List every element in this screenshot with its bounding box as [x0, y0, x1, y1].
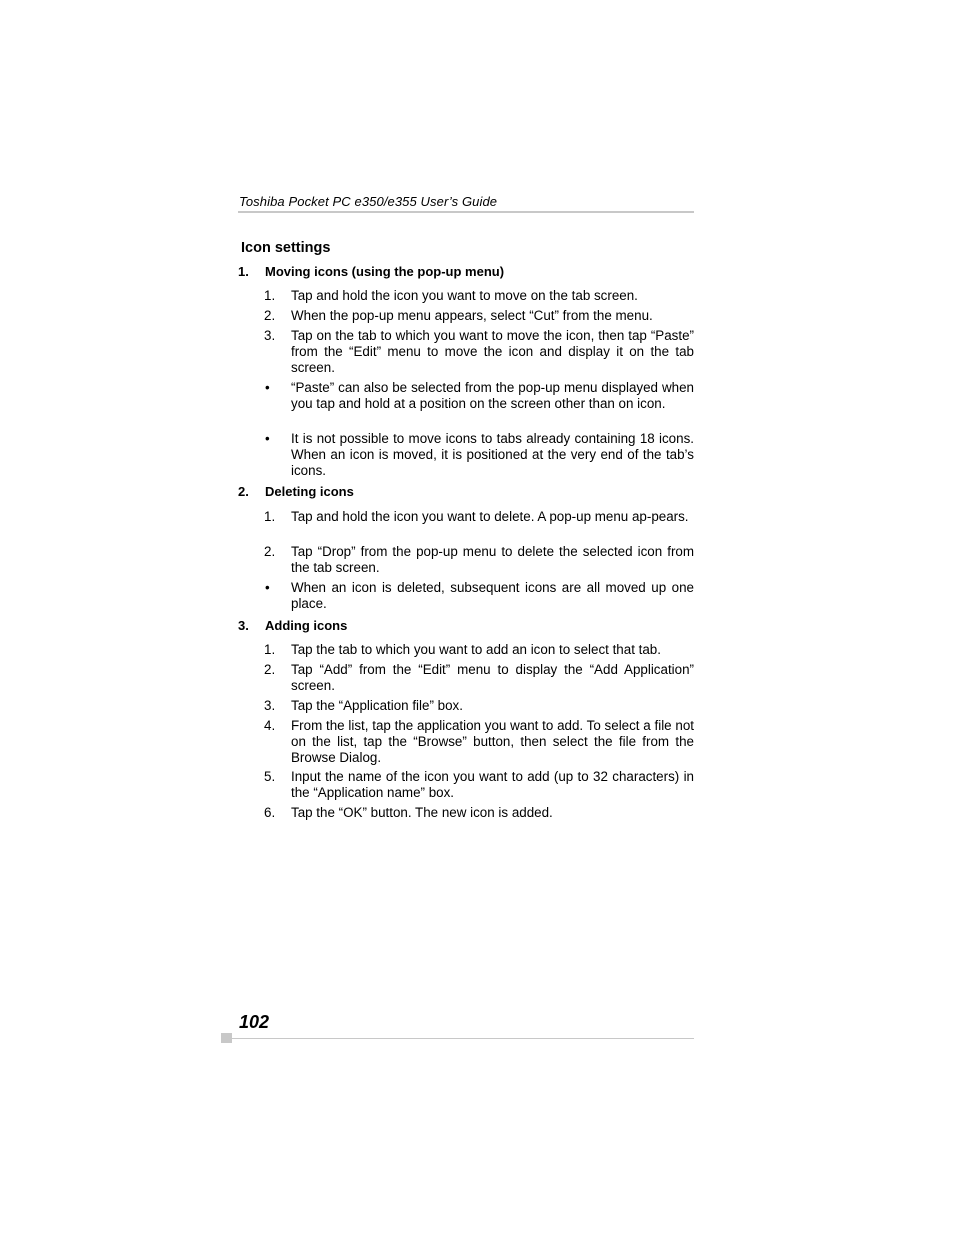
list-item: [264, 288, 694, 304]
section-title: Icon settings: [241, 240, 331, 256]
list-item-text: Tap on the tab to which you want to move the icon, then tap “Paste” from the “Edit” menu to move the icon and display it on the tab screen.: [291, 328, 694, 375]
list-item-text: Tap and hold the icon you want to delete. A pop-up menu ap-pears.: [291, 509, 689, 524]
list-marker: 2.: [264, 308, 276, 323]
list-marker: 1.: [264, 642, 276, 657]
footer-divider: [232, 1038, 694, 1039]
list-marker: 2.: [264, 662, 276, 677]
footer-marker-square: [221, 1033, 232, 1043]
bullet-marker: •: [265, 431, 270, 446]
list-item: [264, 308, 694, 324]
subsection-heading-deleting-icons: 2. Deleting icons: [238, 484, 354, 499]
list-marker: 3.: [264, 328, 276, 343]
list-item: [264, 718, 694, 766]
list-item-text: When an icon is deleted, subsequent icons are all moved up one place.: [291, 580, 694, 611]
header-title: Toshiba Pocket PC e350/e355 User’s Guide: [239, 194, 498, 209]
subsection-heading-adding-icons: 3. Adding icons: [238, 618, 348, 633]
list-item: [264, 544, 694, 576]
list-item-text: It is not possible to move icons to tabs already containing 18 icons. When an icon is moved, it is positioned at the very end of the tab’s icons.: [291, 431, 694, 478]
list-item: [264, 769, 694, 801]
list-marker: 5.: [264, 769, 276, 784]
list-item: [264, 328, 694, 376]
subsection-heading-moving-icons: 1. Moving icons (using the pop-up menu): [238, 264, 505, 279]
bullet-marker: •: [265, 580, 270, 595]
list-item-text: Tap “Add” from the “Edit” menu to display the “Add Application” screen.: [291, 662, 694, 693]
list-item-text: Tap the “Application file” box.: [291, 698, 463, 713]
list-marker: 1.: [264, 509, 276, 524]
list-item: [264, 509, 694, 525]
list-item-text: “Paste” can also be selected from the pop-up menu displayed when you tap and hold at a position on the screen other than on icon.: [291, 380, 694, 411]
list-item: [264, 580, 694, 612]
list-item: [264, 805, 694, 821]
list-item: [264, 662, 694, 694]
list-item-text: From the list, tap the application you want to add. To select a file not on the list, tap the “Browse” button, then select the file from the Browse Dialog.: [291, 718, 694, 765]
list-item-text: Tap the “OK” button. The new icon is added.: [291, 805, 553, 820]
list-marker: 2.: [264, 544, 276, 559]
list-item: [264, 642, 694, 658]
bullet-marker: •: [265, 380, 270, 395]
list-item: [264, 380, 694, 412]
list-marker: 6.: [264, 805, 276, 820]
list-marker: 4.: [264, 718, 276, 733]
list-marker: 1.: [264, 288, 276, 303]
list-marker: 3.: [264, 698, 276, 713]
list-item: [264, 698, 694, 714]
list-item-text: Tap “Drop” from the pop-up menu to delete the selected icon from the tab screen.: [291, 544, 694, 575]
list-item-text: Input the name of the icon you want to add (up to 32 characters) in the “Application name” box.: [291, 769, 694, 800]
list-item: [264, 431, 694, 479]
list-item-text: Tap and hold the icon you want to move on the tab screen.: [291, 288, 638, 303]
header-divider: [238, 211, 694, 213]
list-item-text: Tap the tab to which you want to add an icon to select that tab.: [291, 642, 661, 657]
list-item-text: When the pop-up menu appears, select “Cut” from the menu.: [291, 308, 653, 323]
page-number: 102: [239, 1012, 270, 1032]
